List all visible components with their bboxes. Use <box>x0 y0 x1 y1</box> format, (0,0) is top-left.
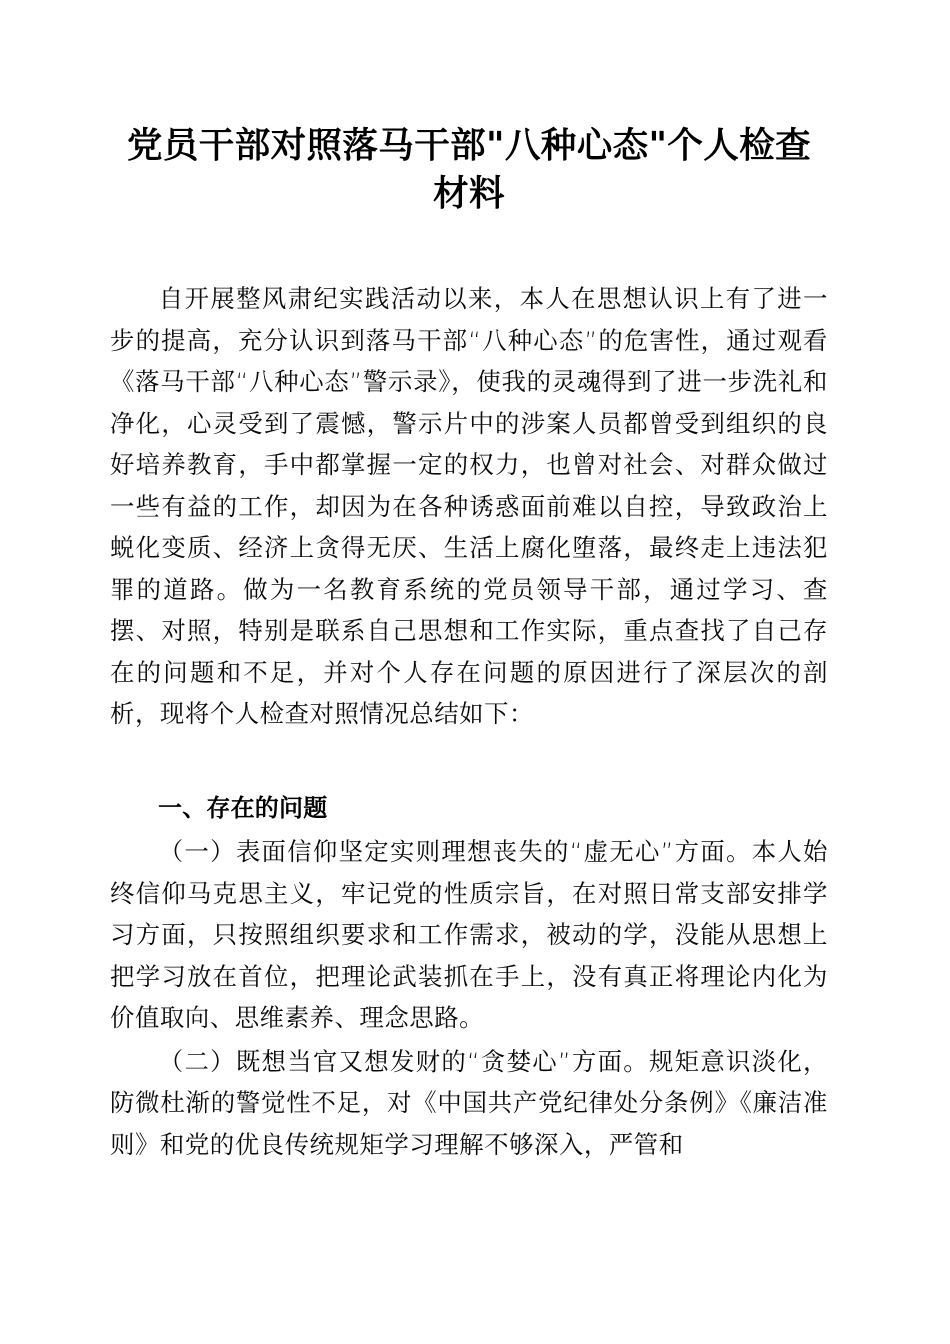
document-title: 党员干部对照落马干部"八种心态"个人检查材料 <box>127 125 811 214</box>
subsection-paragraph-one: （一）表面信仰坚定实则理想丧失的“虚无心”方面。本人始终信仰马克思主义，牢记党的性质宗旨，在对照日常支部安排学习方面，只按照组织要求和工作需求，被动的学，没能从思想上把学习放在首位，把理论武装抓在手上，没有真正将理论内化为价值取向、思维素养、理念思路。 <box>110 837 828 1032</box>
subsection-paragraph-two: （二）既想当官又想发财的“贪婪心”方面。规矩意识淡化，防微杜渐的警觉性不足，对《中国共产党纪律处分条例》《廉洁准则》和党的优良传统规矩学习理解不够深入，严管和 <box>110 1046 828 1159</box>
section-heading-existing-problems: 一、存在的问题 <box>158 793 328 822</box>
intro-paragraph: 自开展整风肃纪实践活动以来，本人在思想认识上有了进一步的提高，充分认识到落马干部“八种心态”的危害性，通过观看《落马干部“八种心态”警示录》，使我的灵魂得到了进一步洗礼和净化，心灵受到了震憾，警示片中的涉案人员都曾受到组织的良好培养教育，手中都掌握一定的权力，也曾对社会、对群众做过一些有益的工作，却因为在各种诱惑面前难以自控，导致政治上蜕化变质、经济上贪得无厌、生活上腐化堕落，最终走上违法犯罪的道路。做为一名教育系统的党员领导干部，通过学习、查摆、对照，特别是联系自己思想和工作实际，重点查找了自己存在的问题和不足，并对个人存在问题的原因进行了深层次的剖析，现将个人检查对照情况总结如下： <box>110 284 828 728</box>
page-content <box>110 0 828 1165</box>
